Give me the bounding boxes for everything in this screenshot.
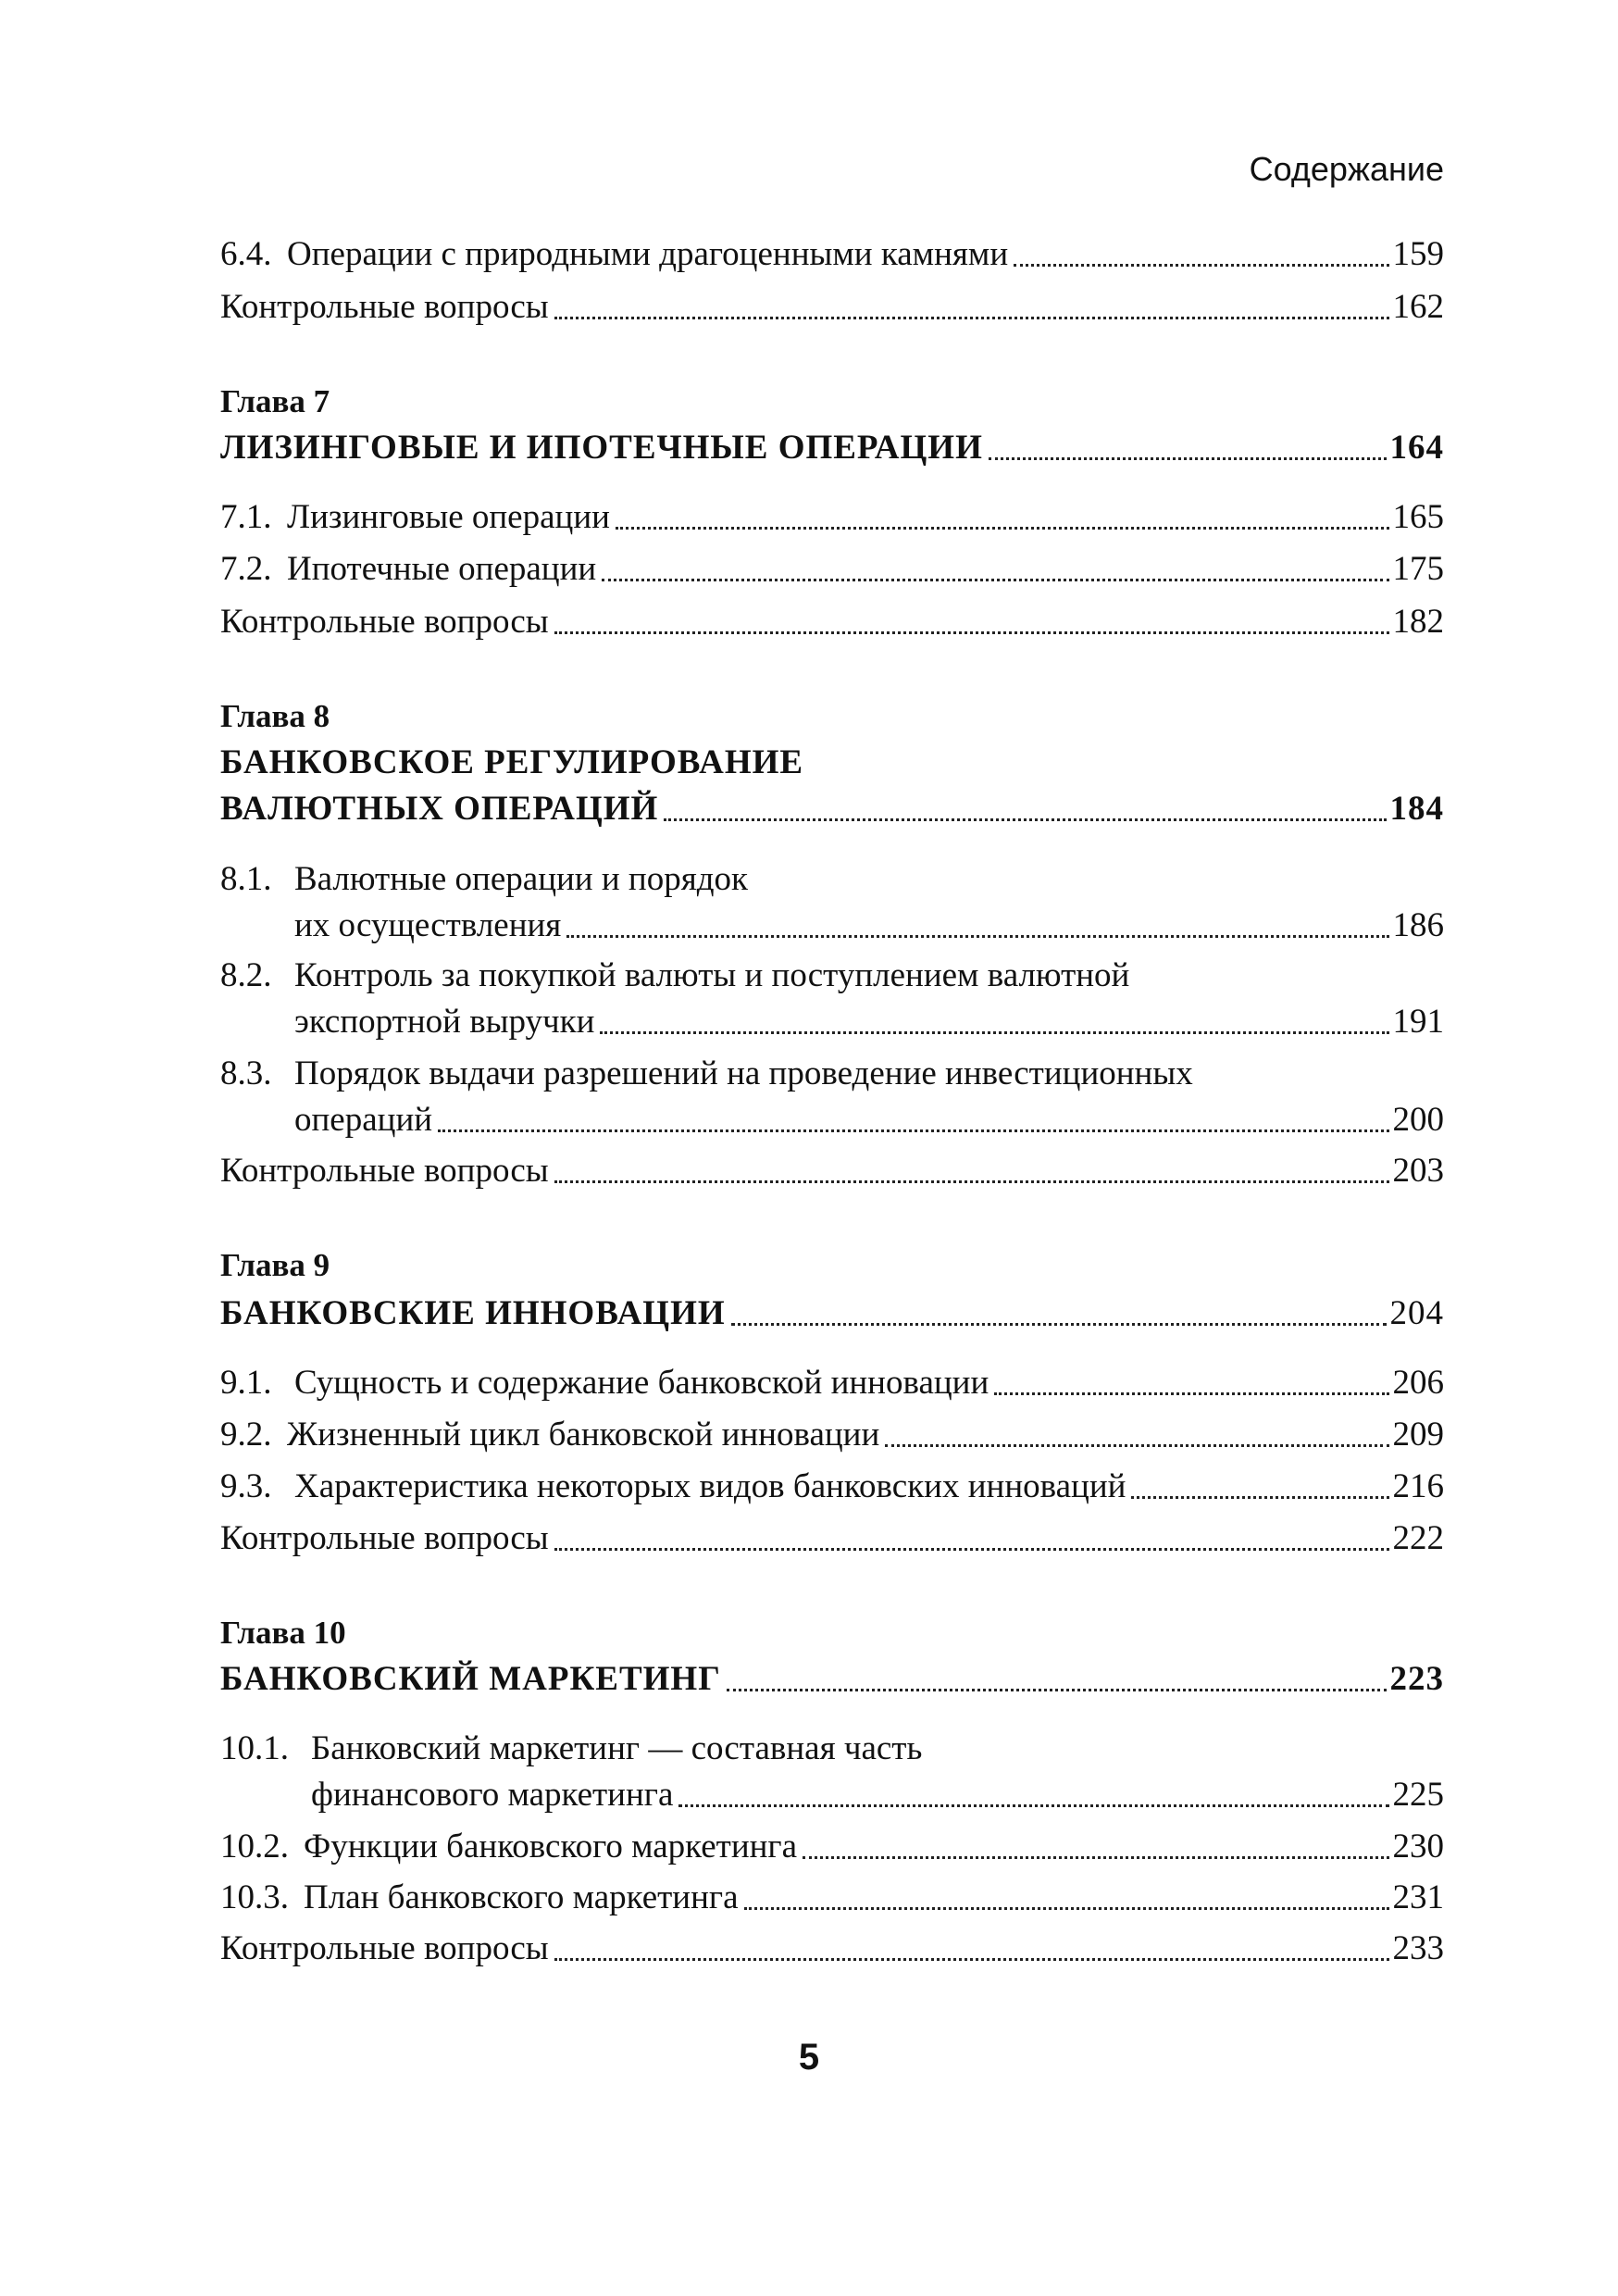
toc-entry-review-questions[interactable] xyxy=(220,1928,1444,1969)
entry-page: 233 xyxy=(1392,1929,1444,1967)
toc-entry-review-questions[interactable] xyxy=(220,602,1444,643)
toc-entry-review-questions[interactable] xyxy=(220,1518,1444,1559)
entry-title: Операции с природными драгоценными камнями xyxy=(287,235,1009,273)
leader-dots xyxy=(664,818,1386,821)
toc-entry-8-2[interactable] xyxy=(220,1002,1444,1042)
toc-entry-9-3[interactable] xyxy=(220,1466,1444,1507)
toc-entry-review-questions[interactable] xyxy=(220,287,1444,328)
entry-page: 162 xyxy=(1392,288,1444,326)
leader-dots xyxy=(803,1856,1388,1859)
toc-entry-7-2[interactable] xyxy=(220,549,1444,590)
entry-number: 10.1. xyxy=(220,1729,289,1767)
entry-page: 200 xyxy=(1392,1101,1444,1139)
chapter-label: Глава 10 xyxy=(220,1615,346,1651)
leader-dots xyxy=(1014,264,1388,267)
entry-page: 230 xyxy=(1392,1828,1444,1866)
entry-title: Сущность и содержание банковской инновации xyxy=(294,1364,989,1402)
entry-page: 159 xyxy=(1392,235,1444,273)
chapter-page: 164 xyxy=(1389,429,1444,467)
toc-entry-8-2-line1 xyxy=(220,955,1129,996)
leader-dots xyxy=(616,527,1389,530)
entry-number: 8.2. xyxy=(220,956,272,994)
entry-page: 165 xyxy=(1392,498,1444,536)
chapter-title-line: БАНКОВСКОЕ РЕГУЛИРОВАНИЕ xyxy=(220,743,804,781)
entry-title: Порядок выдачи разрешений на проведение инвестиционных xyxy=(294,1054,1193,1092)
chapter-title: ЛИЗИНГОВЫЕ И ИПОТЕЧНЫЕ ОПЕРАЦИИ xyxy=(220,429,983,467)
entry-number: 8.3. xyxy=(220,1054,272,1092)
entry-title: Лизинговые операции xyxy=(287,498,610,536)
entry-page: 186 xyxy=(1392,906,1444,944)
toc-entry-6-4[interactable] xyxy=(220,234,1444,275)
entry-title: Ипотечные операции xyxy=(287,550,597,588)
leader-dots xyxy=(602,579,1388,581)
leader-dots xyxy=(744,1907,1389,1910)
toc-entry-review-questions[interactable] xyxy=(220,1151,1444,1192)
entry-title: экспортной выручки xyxy=(294,1003,595,1041)
toc-entry-10-1-line1 xyxy=(220,1728,922,1769)
toc-chapter-10[interactable] xyxy=(220,1659,1444,1700)
running-header: Содержание xyxy=(1249,150,1444,188)
entry-number: 7.2. xyxy=(220,550,272,588)
toc-entry-8-3[interactable] xyxy=(220,1100,1444,1141)
leader-dots xyxy=(554,1958,1389,1961)
leader-dots xyxy=(678,1804,1388,1807)
toc-chapter-8[interactable] xyxy=(220,789,1444,830)
entry-title: Контрольные вопросы xyxy=(220,288,549,326)
entry-number: 8.1. xyxy=(220,860,272,898)
chapter-page: 184 xyxy=(1389,790,1444,828)
entry-title: Жизненный цикл банковской инновации xyxy=(287,1416,880,1454)
chapter-title: БАНКОВСКИЙ МАРКЕТИНГ xyxy=(220,1660,721,1698)
entry-page: 203 xyxy=(1392,1152,1444,1190)
entry-number: 9.3. xyxy=(220,1467,272,1505)
leader-dots xyxy=(554,1180,1389,1183)
leader-dots xyxy=(554,317,1389,319)
entry-number: 9.2. xyxy=(220,1416,272,1454)
chapter-page: 204 xyxy=(1389,1294,1444,1332)
chapter-page: 223 xyxy=(1389,1660,1444,1698)
entry-title: операций xyxy=(294,1101,433,1139)
entry-title: Банковский маркетинг — составная часть xyxy=(311,1729,923,1767)
entry-number: 7.1. xyxy=(220,498,272,536)
entry-page: 182 xyxy=(1392,603,1444,641)
entry-title: Контрольные вопросы xyxy=(220,603,549,641)
entry-title: Контрольные вопросы xyxy=(220,1929,549,1967)
entry-page: 216 xyxy=(1392,1467,1444,1505)
leader-dots xyxy=(994,1392,1388,1395)
entry-page: 222 xyxy=(1392,1519,1444,1557)
chapter-label: Глава 9 xyxy=(220,1247,330,1283)
toc-entry-7-1[interactable] xyxy=(220,497,1444,538)
page-number: 5 xyxy=(798,2037,820,2078)
leader-dots xyxy=(731,1323,1387,1326)
toc-entry-10-1[interactable] xyxy=(220,1775,1444,1816)
toc-entry-8-3-line1 xyxy=(220,1054,1193,1094)
leader-dots xyxy=(600,1031,1388,1034)
entry-title: План банковского маркетинга xyxy=(304,1878,739,1916)
toc-chapter-9[interactable] xyxy=(220,1293,1444,1334)
entry-page: 225 xyxy=(1392,1776,1444,1814)
toc-entry-10-3[interactable] xyxy=(220,1878,1444,1918)
entry-number: 6.4. xyxy=(220,235,272,273)
leader-dots xyxy=(554,1548,1389,1551)
entry-page: 209 xyxy=(1392,1416,1444,1454)
leader-dots xyxy=(989,457,1387,460)
entry-number: 10.3. xyxy=(220,1878,289,1916)
toc-entry-8-1[interactable] xyxy=(220,905,1444,946)
chapter-title: ВАЛЮТНЫХ ОПЕРАЦИЙ xyxy=(220,790,659,828)
toc-entry-10-2[interactable] xyxy=(220,1827,1444,1867)
leader-dots xyxy=(1131,1496,1388,1499)
entry-number: 10.2. xyxy=(220,1828,289,1866)
toc-entry-9-1[interactable] xyxy=(220,1363,1444,1404)
leader-dots xyxy=(566,935,1388,938)
entry-page: 191 xyxy=(1392,1003,1444,1041)
entry-title: финансового маркетинга xyxy=(311,1776,674,1814)
entry-title: Контроль за покупкой валюты и поступлением валютной xyxy=(294,956,1130,994)
entry-page: 206 xyxy=(1392,1364,1444,1402)
entry-title: Функции банковского маркетинга xyxy=(304,1828,798,1866)
entry-title: Валютные операции и порядок xyxy=(294,860,749,898)
chapter-label: Глава 8 xyxy=(220,698,330,734)
toc-entry-9-2[interactable] xyxy=(220,1415,1444,1455)
toc-chapter-7[interactable] xyxy=(220,428,1444,468)
entry-page: 231 xyxy=(1392,1878,1444,1916)
entry-title: Контрольные вопросы xyxy=(220,1152,549,1190)
leader-dots xyxy=(438,1129,1388,1132)
chapter-label: Глава 7 xyxy=(220,383,330,419)
entry-title: их осуществления xyxy=(294,906,562,944)
entry-number: 9.1. xyxy=(220,1364,272,1402)
leader-dots xyxy=(554,631,1389,634)
leader-dots xyxy=(727,1689,1387,1691)
entry-page: 175 xyxy=(1392,550,1444,588)
entry-title: Характеристика некоторых видов банковских инноваций xyxy=(294,1467,1126,1505)
entry-title: Контрольные вопросы xyxy=(220,1519,549,1557)
chapter-title: БАНКОВСКИЕ ИННОВАЦИИ xyxy=(220,1294,726,1332)
toc-entry-8-1-line1 xyxy=(220,859,748,900)
leader-dots xyxy=(885,1444,1388,1447)
